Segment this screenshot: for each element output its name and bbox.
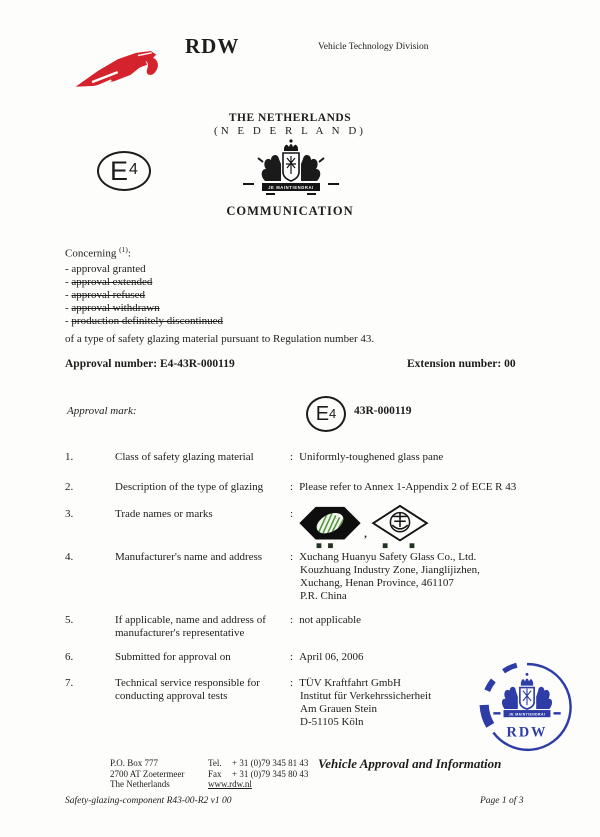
e4-mark-small: E 4 <box>306 396 346 432</box>
rdw-logotype: RDW <box>185 34 240 58</box>
concerning-option: - approval extended <box>65 276 153 288</box>
rdw-stamp-icon <box>476 656 578 758</box>
concerning-option: - approval granted <box>65 263 146 275</box>
footer-tagline: Vehicle Approval and Information <box>318 756 502 771</box>
page-number: Page 1 of 3 <box>480 796 524 806</box>
trade-marks: : , <box>290 504 430 550</box>
coat-of-arms-motto: JE MAINTIENDRAI <box>268 185 314 190</box>
document-reference: Safety-glazing-component R43-00-R2 v1 00 <box>65 796 232 806</box>
country-subtitle: (N E D E R L A N D) <box>214 125 366 137</box>
footer-fax: Fax + 31 (0)79 345 80 43 <box>208 768 309 779</box>
approval-number: Approval number: E4-43R-000119 <box>65 358 235 370</box>
hexagon-trademark-icon <box>299 504 361 550</box>
e4-mark-large <box>97 151 151 191</box>
division-title: Vehicle Technology Division <box>318 42 429 52</box>
rdw-logo-swoosh-icon <box>68 40 173 95</box>
e4-number: 4 <box>129 161 138 178</box>
document-page: RDW Vehicle Technology Division THE NETHERLANDS (N E D E R L A N D) E 4 JE MAINTIENDRAI COMMUNICATION Concerning $^{(1)}$: - approval granted - approval extended - approval refused - approval withdrawn - production definitely discontinued of a type of safety glazing material pursuant to Regulation number 43. Approval number: E4-43R-000119 Extension number: 00 Approval mark: E 4 43R-000119 1. Class of safety glazing material : Uniformly-toughened glass pane 2. Description of the type of glazing : Please refer to Annex 1-Appendix 2 of ECE R 43 3. Trade names or marks : , 4. Manufacturer's name and address : Xuchang Huanyu Safety Glass Co., Ltd. Kouzhuang Industry Zone, Jianglijizhen, Xuchang, Henan Province, 461107 P.R. China 5. If applicable, name and address of manufacturer's representative : not applicable 6. Submitted for approval on : April 06, 2006 7. Technical service responsible for conducting approval tests : TÜV Kraftfahrt GmbH Institut für Verkehrssicherheit Am Grauen Stein D-51105 Köln JE MAINTIENDRAI RDW P.O. Box 777 2700 AT Zoetermeer The Netherlands Tel. + 31 (0)79 345 81 43 Fax + 31 (0)79 345 80 43 www.rdw.nl Vehicle Approval and Information Safety-glazing-component R43-00-R2 v1 00 Page 1 of 3 <box>0 0 600 837</box>
footer-website: www.rdw.nl <box>208 779 252 789</box>
concerning-label: Concerning $^{(1)}$: <box>65 245 131 260</box>
concerning-option: - production definitely discontinued <box>65 315 223 327</box>
concerning-option: - approval refused <box>65 289 146 301</box>
country-title: THE NETHERLANDS <box>228 112 352 124</box>
footer-contact <box>208 758 308 790</box>
concerning-subject: of a type of safety glazing material pursuant to Regulation number 43. <box>65 333 375 345</box>
netherlands-coat-of-arms-icon <box>243 138 339 200</box>
marks-separator: , <box>364 528 367 540</box>
diamond-trademark-icon <box>370 504 430 550</box>
approval-mark-value: 43R-000119 <box>354 405 412 417</box>
footer-address: P.O. Box 777 2700 AT Zoetermeer The Netherlands <box>110 758 185 789</box>
footer-tel: Tel. + 31 (0)79 345 81 43 <box>208 758 309 768</box>
stamp-text: RDW <box>506 724 548 741</box>
concerning-option: - approval withdrawn <box>65 302 160 314</box>
approval-mark-label: Approval mark: <box>67 405 137 417</box>
document-title: COMMUNICATION <box>226 204 354 218</box>
e4-letter: E <box>110 155 129 186</box>
extension-number: Extension number: 00 <box>407 358 516 370</box>
stamp-motto: JE MAINTIENDRAI <box>508 712 546 717</box>
footnote-superscript: (1) <box>119 245 128 254</box>
